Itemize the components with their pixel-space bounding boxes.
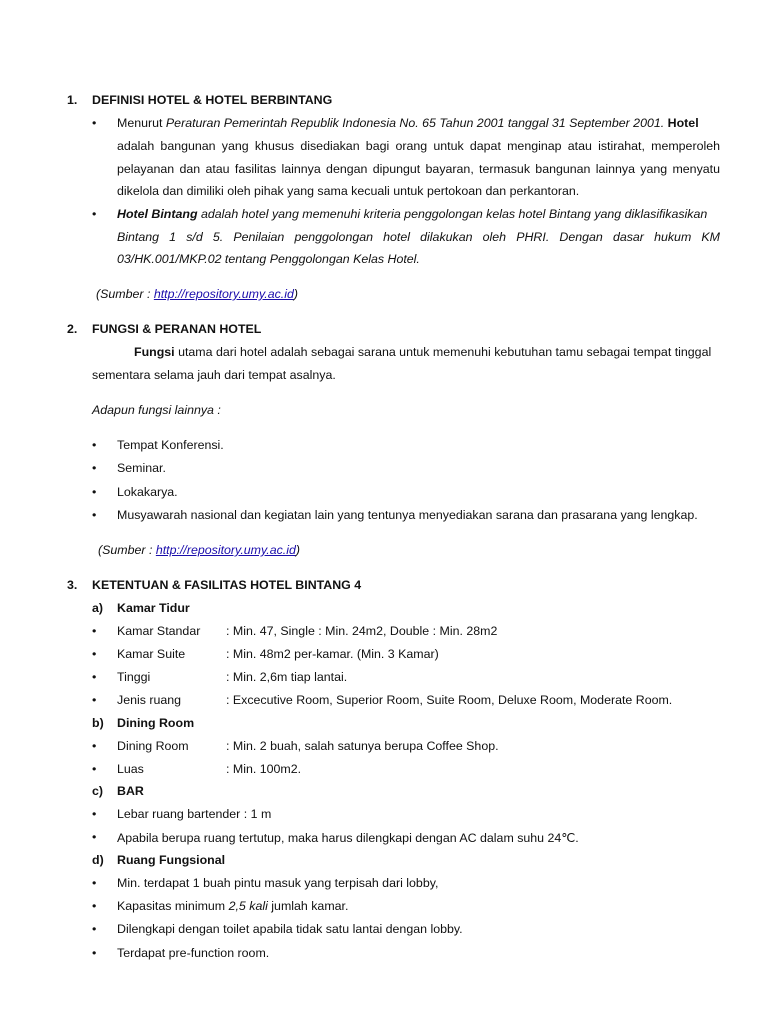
bar-item: Apabila berupa ruang tertutup, maka harus dilengkapi dengan AC dalam suhu 24℃. [117, 831, 579, 845]
source-suffix: ) [293, 287, 299, 301]
capacity-multiplier: 2,5 kali [228, 899, 268, 913]
function-item: Lokakarya. [117, 485, 178, 499]
functional-room-item [117, 899, 348, 913]
spec-value: : Min. 47, Single : Min. 24m2, Double : Min. 28m2 [226, 624, 498, 638]
fungsi-paragraph-line-2: sementara selama jauh dari tempat asalnya. [92, 368, 336, 382]
source-prefix: (Sumber : [96, 287, 154, 301]
spec-label: Luas [117, 762, 144, 776]
spec-label: Kamar Suite [117, 647, 186, 661]
section-1-number: 1. [67, 93, 78, 107]
function-item: Musyawarah nasional dan kegiatan lain yang tentunya menyediakan sarana dan prasarana yang lengkap. [117, 508, 698, 522]
bullet-icon: • [92, 807, 97, 821]
hotel-bintang-line-1 [117, 207, 707, 221]
fungsi-paragraph-line-1 [134, 345, 711, 359]
spec-label: Jenis ruang [117, 693, 182, 707]
function-item: Seminar. [117, 461, 166, 475]
source-citation-1 [96, 287, 298, 301]
bullet-icon: • [92, 461, 97, 475]
regulation-reference: Peraturan Pemerintah Republik Indonesia No. 65 Tahun 2001 tanggal 31 September 2001. [165, 116, 665, 130]
hotel-definition-line-2: adalah bangunan yang khusus disediakan bagi orang untuk dapat menginap atau istirahat, memperoleh [117, 139, 720, 153]
section-2-number: 2. [67, 322, 78, 336]
source-prefix: (Sumber : [98, 543, 156, 557]
bullet-icon: • [92, 647, 97, 661]
subsection-d-title: Ruang Fungsional [117, 853, 226, 867]
functional-room-item: Terdapat pre-function room. [117, 946, 270, 960]
source-citation-2 [98, 543, 300, 557]
spec-value: : Min. 48m2 per-kamar. (Min. 3 Kamar) [226, 647, 439, 661]
hotel-definition-line-3: pelayanan dan atau fasilitas lainnya dengan dipungut bayaran, termasuk bangunan lainnya yang menyatu [117, 162, 720, 176]
section-3-title: KETENTUAN & FASILITAS HOTEL BINTANG 4 [92, 578, 362, 592]
subsection-b-title: Dining Room [117, 716, 195, 730]
hotel-bintang-line-2: Bintang 1 s/d 5. Penilaian penggolongan hotel dilakukan oleh PHRI. Dengan dasar hukum KM [117, 230, 720, 244]
spec-value: : Excecutive Room, Superior Room, Suite Room, Deluxe Room, Moderate Room. [226, 693, 673, 707]
spec-label: Kamar Standar [117, 624, 201, 638]
source-suffix: ) [295, 543, 301, 557]
bullet-icon: • [92, 922, 97, 936]
section-3-number: 3. [67, 578, 78, 592]
spec-value: : Min. 2 buah, salah satunya berupa Coffee Shop. [226, 739, 499, 753]
function-item: Tempat Konferensi. [117, 438, 224, 452]
bullet-icon: • [92, 946, 97, 960]
subsection-c-letter: c) [92, 784, 104, 798]
bullet-icon: • [92, 438, 97, 452]
spec-label: Dining Room [117, 739, 189, 753]
subsection-c-title: BAR [117, 784, 144, 798]
capacity-text-post: jumlah kamar. [271, 899, 349, 913]
functional-room-item: Min. terdapat 1 buah pintu masuk yang terpisah dari lobby, [117, 876, 439, 890]
bar-item: Lebar ruang bartender : 1 m [117, 807, 272, 821]
term-hotel: Hotel [667, 116, 699, 130]
capacity-text-pre: Kapasitas minimum [117, 899, 226, 913]
source-link-1[interactable]: http://repository.umy.ac.id [153, 287, 294, 301]
spec-label: Tinggi [117, 670, 151, 684]
bullet-icon: • [92, 624, 97, 638]
bullet-icon: • [92, 693, 97, 707]
bullet-icon: • [92, 670, 97, 684]
bullet-icon: • [92, 485, 97, 499]
section-1-title: DEFINISI HOTEL & HOTEL BERBINTANG [92, 93, 333, 107]
spec-value: : Min. 100m2. [226, 762, 302, 776]
other-functions-intro: Adapun fungsi lainnya : [92, 403, 221, 417]
text-menurut: Menurut [117, 116, 163, 130]
bullet-icon: • [92, 762, 97, 776]
hotel-bintang-line-1-rest: adalah hotel yang memenuhi kriteria penggolongan kelas hotel Bintang yang diklasifikasikan [201, 207, 708, 221]
spec-value: : Min. 2,6m tiap lantai. [226, 670, 348, 684]
functional-room-item: Dilengkapi dengan toilet apabila tidak satu lantai dengan lobby. [117, 922, 463, 936]
term-fungsi: Fungsi [134, 345, 175, 359]
subsection-b-letter: b) [92, 716, 104, 730]
term-hotel-bintang: Hotel Bintang [117, 207, 198, 221]
bullet-icon: • [92, 876, 97, 890]
subsection-a-title: Kamar Tidur [117, 601, 190, 615]
section-2-title: FUNGSI & PERANAN HOTEL [92, 322, 262, 336]
hotel-definition-line-4: dikelola dan dimiliki oleh pihak yang sama kecuali untuk pertokoan dan perkantoran. [117, 184, 580, 198]
bullet-icon: • [92, 739, 97, 753]
fungsi-line-1-rest: utama dari hotel adalah sebagai sarana untuk memenuhi kebutuhan tamu sebagai tempat tinggal [178, 345, 712, 359]
bullet-icon: • [92, 508, 97, 522]
bullet-icon: • [92, 899, 97, 913]
bullet-icon: • [92, 830, 97, 844]
subsection-d-letter: d) [92, 853, 104, 867]
hotel-bintang-line-3: 03/HK.001/MKP.02 tentang Penggolongan Kelas Hotel. [117, 252, 420, 266]
hotel-definition-line-1 [117, 116, 699, 130]
bullet-icon: • [92, 116, 97, 130]
source-link-2[interactable]: http://repository.umy.ac.id [155, 543, 296, 557]
subsection-a-letter: a) [92, 601, 104, 615]
bullet-icon: • [92, 207, 97, 221]
